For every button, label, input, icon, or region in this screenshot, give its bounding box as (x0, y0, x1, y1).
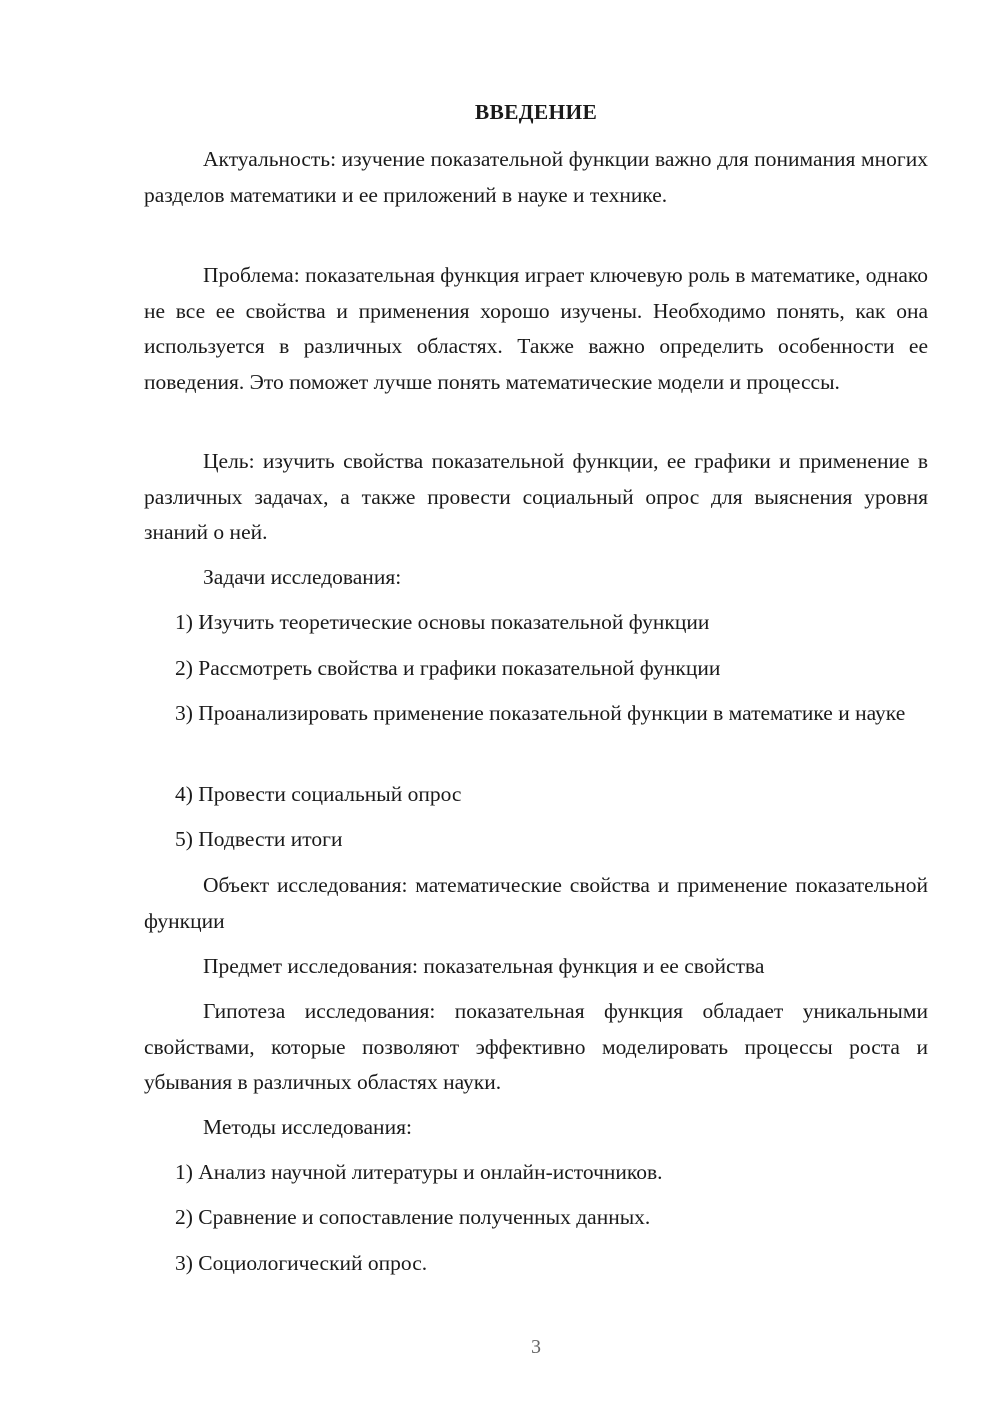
methods-title: Методы исследования: (203, 1115, 412, 1139)
page-number: 3 (531, 1336, 541, 1358)
hypothesis-paragraph: Гипотеза исследования: показательная функция обладает уникальными свойствами, которые позволяют эффективно моделировать процессы роста и убывания в различных областях науки. (144, 999, 928, 1094)
task-item-1: 1) Изучить теоретические основы показательной функции (175, 610, 710, 634)
object-paragraph: Объект исследования: математические свойства и применение показательной функции (144, 873, 928, 933)
task-item-2: 2) Рассмотреть свойства и графики показательной функции (175, 656, 721, 680)
goal-paragraph: Цель: изучить свойства показательной функции, ее графики и применение в различных задачах, а также провести социальный опрос для выяснения уровня знаний о ней. (144, 449, 928, 544)
task-item-3: 3) Проанализировать применение показательной функции в математике и науке (175, 701, 906, 725)
task-item-4: 4) Провести социальный опрос (175, 782, 462, 806)
subject-paragraph: Предмет исследования: показательная функция и ее свойства (203, 954, 765, 978)
tasks-title: Задачи исследования: (203, 565, 402, 589)
page-title: ВВЕДЕНИЕ (474, 100, 598, 124)
method-item-1: 1) Анализ научной литературы и онлайн-источников. (175, 1160, 663, 1184)
task-item-5: 5) Подвести итоги (175, 827, 343, 851)
relevance-paragraph: Актуальность: изучение показательной функции важно для понимания многих разделов математики и ее приложений в науке и технике. (144, 147, 928, 207)
problem-paragraph: Проблема: показательная функция играет ключевую роль в математике, однако не все ее свойства и применения хорошо изучены. Необходимо понять, как она используется в различных областях. Также важно определить особенности ее поведения. Это поможет лучше понять математические модели и процессы. (144, 263, 928, 394)
method-item-3: 3) Социологический опрос. (175, 1251, 428, 1275)
method-item-2: 2) Сравнение и сопоставление полученных данных. (175, 1205, 651, 1229)
